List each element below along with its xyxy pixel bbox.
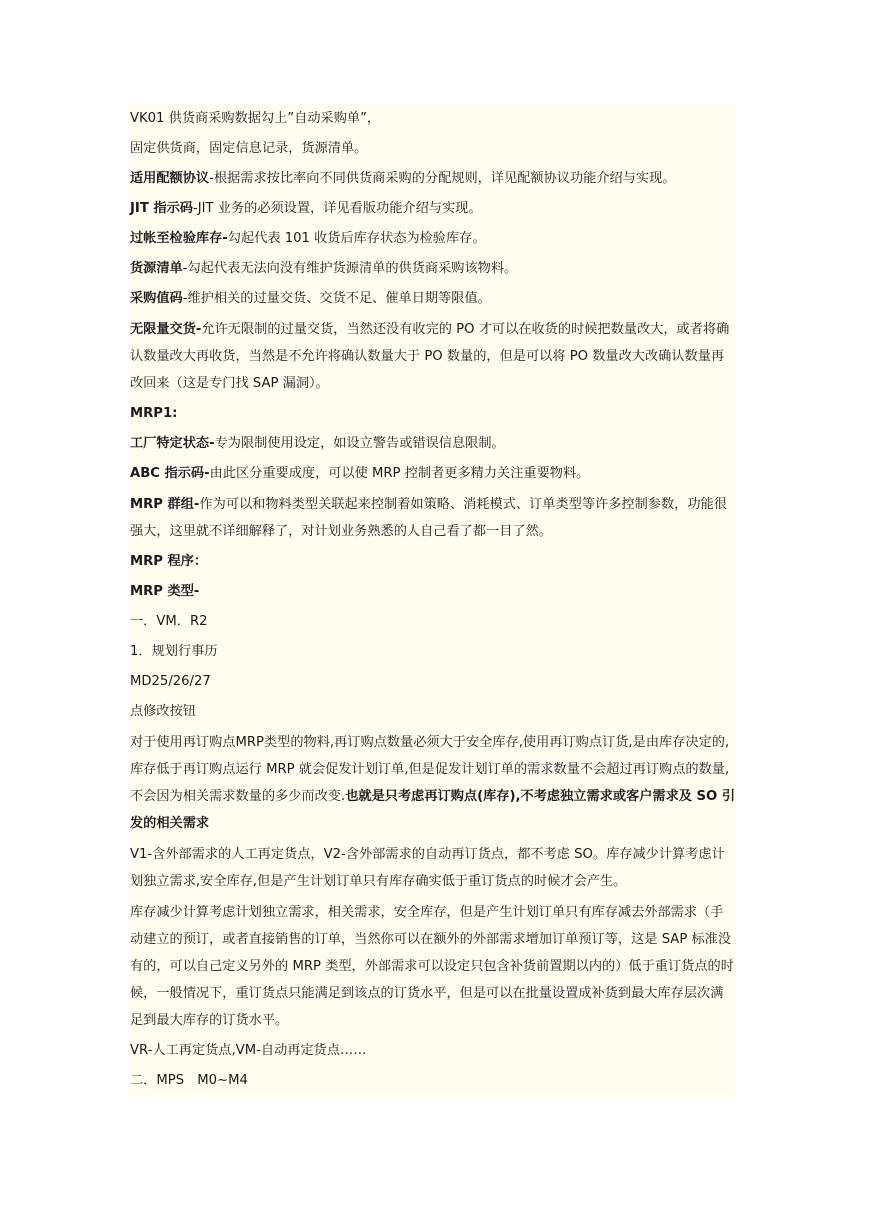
paragraph: V1-含外部需求的人工再定货点，V2-含外部需求的自动再订货点，都不考虑 SO。库存减少计算考虑计划独立需求,安全库存,但是产生计划订单只有库存确实低于重订货点的时候才会产生。 (130, 847, 725, 889)
section-heading: MRP 程序： (130, 554, 208, 569)
paragraph: MD25/26/27 (130, 674, 211, 689)
paragraph: 库存减少计算考虑计划独立需求，相关需求，安全库存，但是产生计划订单只有库存减去外部需求（手动建立的预订，或者直接销售的订单，当然你可以在额外的外部需求增加订单预订等，这是 SAP 标准没有的，可以自己定义另外的 MRP 类型，外部需求可以设定只包含补货前置期以内的）低于重订货点的时候，一般情况下，重订货点只能满足到该点的订货水平，但是可以在批量设置成补货到最大库存层次满足到最大库存的订货水平。 (130, 905, 734, 1028)
paragraph: 无限量交货-允许无限制的过量交货，当然还没有收完的 PO 才可以在收货的时候把数量改大，或者将确认数量改大再收货，当然是不允许将确认数量大于 PO 数量的，但是可以将 PO 数量改大改确认数量再改回来（这是专门找 SAP 漏洞）。 (130, 322, 730, 391)
paragraph: 二．MPS M0~M4 (130, 1073, 248, 1088)
emphasis: 也就是只考虑再订购点(库存),不考虑独立需求或客户需求及 SO 引发的相关需求 (130, 789, 736, 831)
term: JIT 指示码 (130, 201, 193, 216)
paragraph: MRP 群组-作为可以和物料类型关联起来控制着如策略、消耗模式、订单类型等许多控制参数，功能很强大，这里就不详细解释了，对计划业务熟悉的人自己看了都一目了然。 (130, 497, 727, 539)
paragraph: VR-人工再定货点,VM-自动再定货点…… (130, 1043, 367, 1058)
paragraph: 工厂特定状态-专为限制使用设定，如设立警告或错误信息限制。 (130, 436, 505, 451)
paragraph: 一．VM．R2 (130, 614, 208, 629)
paragraph: 货源清单-勾起代表无法向没有维护货源清单的供货商采购该物料。 (130, 261, 518, 276)
term: ABC 指示码- (130, 466, 210, 481)
paragraph: 适用配额协议-根据需求按比率向不同供货商采购的分配规则，详见配额协议功能介绍与实现。 (130, 171, 676, 186)
term: 过帐至检验库存- (130, 231, 228, 246)
paragraph: 对于使用再订购点MRP类型的物料,再订购点数量必须大于安全库存,使用再订购点订货,是由库存决定的,库存低于再订购点运行 MRP 就会促发计划订单,但是促发计划订单的需求数量不会超过再订购点的数量,不会因为相关需求数量的多少而改变.也就是只考虑再订购点(库存),不考虑独立需求或客户需求及 SO 引发的相关需求 (130, 735, 736, 831)
term: 工厂特定状态- (130, 436, 215, 451)
section-heading: MRP1: (130, 406, 178, 421)
paragraph: 采购值码-维护相关的过量交货、交货不足、催单日期等限值。 (130, 291, 491, 306)
paragraph: JIT 指示码-JIT 业务的必须设置，详见看版功能介绍与实现。 (130, 201, 482, 216)
term: 采购值码 (130, 291, 183, 306)
document-body (130, 104, 736, 1098)
paragraph: 固定供货商，固定信息记录，货源清单。 (130, 141, 368, 156)
paragraph: 过帐至检验库存-勾起代表 101 收货后库存状态为检验库存。 (130, 231, 486, 246)
section-heading: MRP 类型- (130, 584, 200, 599)
term: MRP 群组- (130, 497, 200, 512)
term: 适用配额协议 (130, 171, 210, 186)
paragraph: VK01 供货商采购数据勾上”自动采购单”， (130, 111, 381, 126)
term: 货源清单 (130, 261, 183, 276)
term: 无限量交货- (130, 322, 202, 337)
paragraph: 点修改按钮 (130, 704, 196, 719)
paragraph: 1．规划行事历 (130, 644, 218, 659)
paragraph: ABC 指示码-由此区分重要成度，可以使 MRP 控制者更多精力关注重要物料。 (130, 466, 590, 481)
